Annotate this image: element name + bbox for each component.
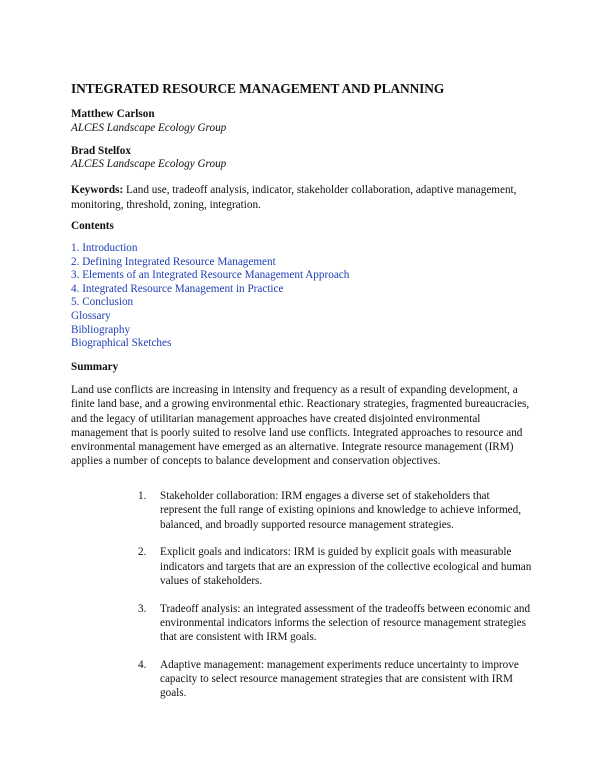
list-item: [138, 545, 533, 588]
contents-heading: Contents: [71, 220, 114, 232]
keywords-paragraph: [71, 183, 531, 212]
toc-link-conclusion[interactable]: 5. Conclusion: [71, 296, 134, 309]
list-item-number: 2.: [138, 546, 147, 559]
table-of-contents: [71, 242, 349, 351]
toc-link-defining-irm[interactable]: 2. Defining Integrated Resource Management: [71, 255, 276, 268]
concepts-list: [138, 489, 533, 714]
list-item: [138, 489, 533, 532]
list-item-number: 3.: [138, 602, 147, 615]
list-item-text: Explicit goals and indicators: IRM is guided by explicit goals with measurable indicators and targets that are an expression of the collective ecological and human values of stakeholders.: [160, 546, 532, 587]
list-item: [138, 602, 533, 645]
summary-paragraph: Land use conflicts are increasing in intensity and frequency as a result of expanding development, a finite land base, and a growing environmental ethic. Reactionary strategies, fragmented bureaucracies, and the legacy of utilitarian management approaches have created disjointed environmental management that is poorly suited to resolve land use conflicts. Integrated approaches to resource and environmental management have emerged as an alternative. Integrate resource management (IRM) applies a number of concepts to balance development and conservation objectives.: [71, 384, 530, 468]
author-affiliation: ALCES Landscape Ecology Group: [71, 158, 227, 170]
author-name: Matthew Carlson: [71, 108, 155, 120]
list-item-text: Tradeoff analysis: an integrated assessment of the tradeoffs between economic and environmental indicators informs the selection of resource management strategies that are consistent with IRM goals.: [160, 602, 531, 644]
toc-link-elements[interactable]: 3. Elements of an Integrated Resource Management Approach: [71, 269, 350, 282]
toc-link-in-practice[interactable]: 4. Integrated Resource Management in Practice: [71, 282, 284, 295]
list-item-number: 4.: [138, 658, 147, 671]
toc-link-biographical-sketches[interactable]: Biographical Sketches: [71, 337, 172, 350]
toc-link-bibliography[interactable]: Bibliography: [71, 323, 131, 336]
document-title: INTEGRATED RESOURCE MANAGEMENT AND PLANNING: [71, 81, 445, 96]
list-item-text: Stakeholder collaboration: IRM engages a diverse set of stakeholders that represent the full range of existing opinions and knowledge to achieve informed, balanced, and broadly supported resource management strategies.: [160, 490, 521, 531]
author-affiliation: ALCES Landscape Ecology Group: [71, 122, 227, 134]
summary-heading: Summary: [71, 361, 119, 373]
keywords-label: Keywords:: [71, 184, 124, 196]
list-item-text: Adaptive management: management experiments reduce uncertainty to improve capacity to select resource management strategies that are consistent with IRM goals.: [160, 658, 519, 700]
toc-link-introduction[interactable]: 1. Introduction: [71, 242, 138, 254]
list-item-number: 1.: [138, 490, 147, 502]
list-item: [138, 658, 533, 701]
keywords-text: Land use, tradeoff analysis, indicator, stakeholder collaboration, adaptive management, monitoring, threshold, zoning, integration.: [71, 184, 517, 211]
toc-link-glossary[interactable]: Glossary: [71, 309, 111, 322]
author-name: Brad Stelfox: [71, 145, 131, 157]
